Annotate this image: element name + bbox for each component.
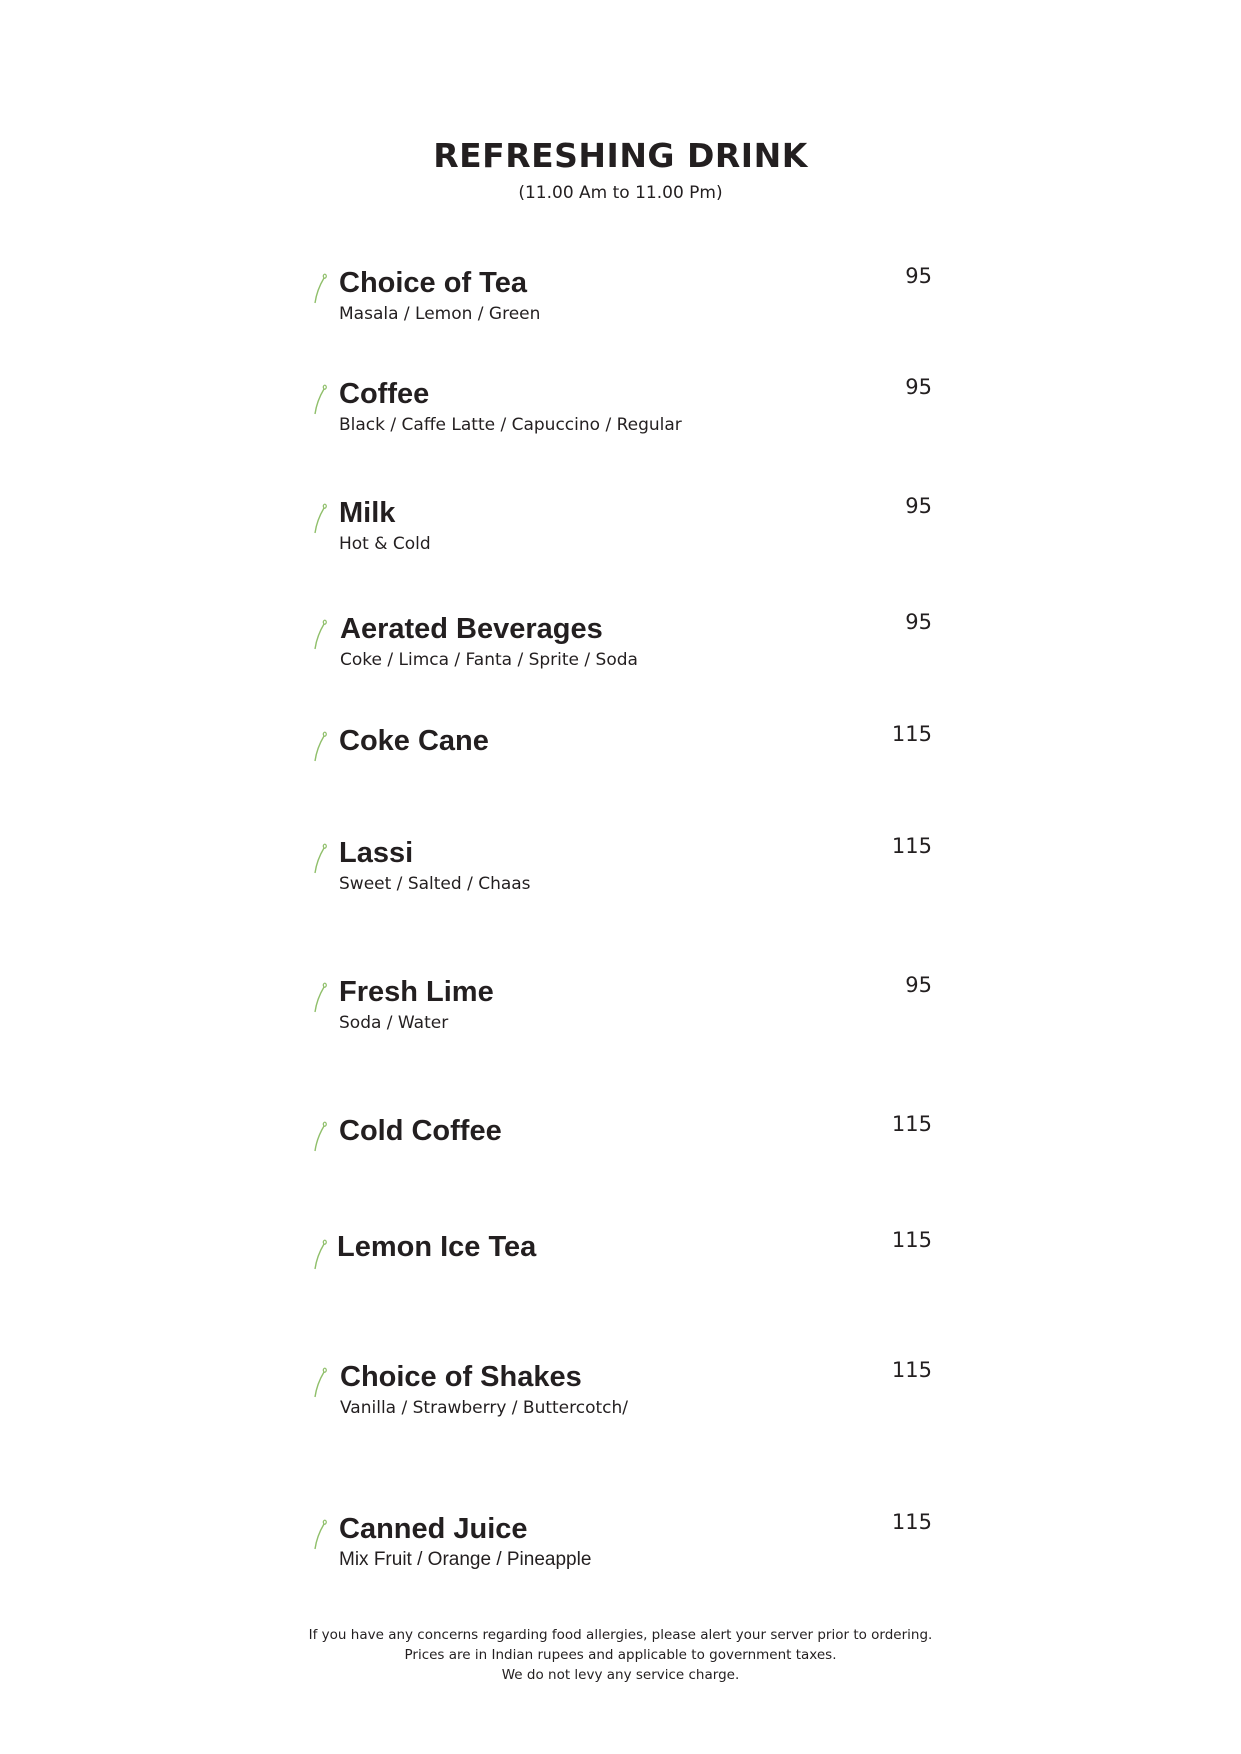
item-description: Coke / Limca / Fanta / Sprite / Soda <box>340 650 638 670</box>
item-description: Black / Caffe Latte / Capuccino / Regular <box>339 415 682 435</box>
item-name: Milk <box>339 497 396 529</box>
menu-item <box>312 836 932 906</box>
leaf-sprout-icon <box>312 1120 328 1152</box>
item-description: Mix Fruit / Orange / Pineapple <box>339 1549 592 1570</box>
menu-item <box>312 1512 932 1582</box>
item-price: 95 <box>905 973 932 997</box>
item-price: 115 <box>891 1510 932 1534</box>
item-description: Hot & Cold <box>339 534 431 554</box>
leaf-sprout-icon <box>312 272 328 304</box>
item-name: Choice of Shakes <box>340 1361 582 1393</box>
item-price: 95 <box>905 494 932 518</box>
item-description: Masala / Lemon / Green <box>339 304 541 324</box>
leaf-sprout-icon <box>312 730 328 762</box>
item-name: Lassi <box>339 837 414 869</box>
item-price: 95 <box>905 264 932 288</box>
item-name: Coffee <box>339 378 430 410</box>
item-name: Fresh Lime <box>339 976 494 1008</box>
menu-item <box>312 1230 932 1300</box>
menu-item <box>312 1360 932 1430</box>
item-price: 115 <box>891 722 932 746</box>
service-charge-notice: We do not levy any service charge. <box>501 1667 740 1683</box>
item-description: Vanilla / Strawberry / Buttercotch/ <box>340 1398 629 1418</box>
item-price: 95 <box>905 375 932 399</box>
leaf-sprout-icon <box>312 1238 328 1270</box>
item-price: 115 <box>891 1112 932 1136</box>
item-name: Canned Juice <box>339 1513 528 1545</box>
leaf-sprout-icon <box>312 383 328 415</box>
item-name: Aerated Beverages <box>340 613 603 645</box>
leaf-sprout-icon <box>312 502 328 534</box>
item-description: Sweet / Salted / Chaas <box>339 874 531 894</box>
pricing-notice: Prices are in Indian rupees and applicable to government taxes. <box>404 1647 837 1663</box>
page-title: REFRESHING DRINK <box>433 136 808 175</box>
leaf-sprout-icon <box>312 1366 328 1398</box>
item-price: 95 <box>905 610 932 634</box>
item-description: Soda / Water <box>339 1013 449 1033</box>
item-name: Coke Cane <box>339 725 489 757</box>
item-price: 115 <box>891 1358 932 1382</box>
serving-hours: (11.00 Am to 11.00 Pm) <box>518 183 723 203</box>
menu-item <box>312 266 932 336</box>
leaf-sprout-icon <box>312 842 328 874</box>
allergy-notice: If you have any concerns regarding food allergies, please alert your server prior to ordering. <box>308 1627 933 1643</box>
menu-item <box>312 496 932 566</box>
footer-notice <box>0 1625 1241 1685</box>
item-price: 115 <box>891 834 932 858</box>
leaf-sprout-icon <box>312 618 328 650</box>
item-name: Cold Coffee <box>339 1115 502 1147</box>
menu-item <box>312 612 932 682</box>
item-price: 115 <box>891 1228 932 1252</box>
menu-item <box>312 1114 932 1184</box>
leaf-sprout-icon <box>312 1518 328 1550</box>
item-name: Choice of Tea <box>339 267 527 299</box>
menu-item <box>312 975 932 1045</box>
menu-item <box>312 377 932 447</box>
menu-item <box>312 724 932 794</box>
leaf-sprout-icon <box>312 981 328 1013</box>
item-name: Lemon Ice Tea <box>337 1231 537 1263</box>
